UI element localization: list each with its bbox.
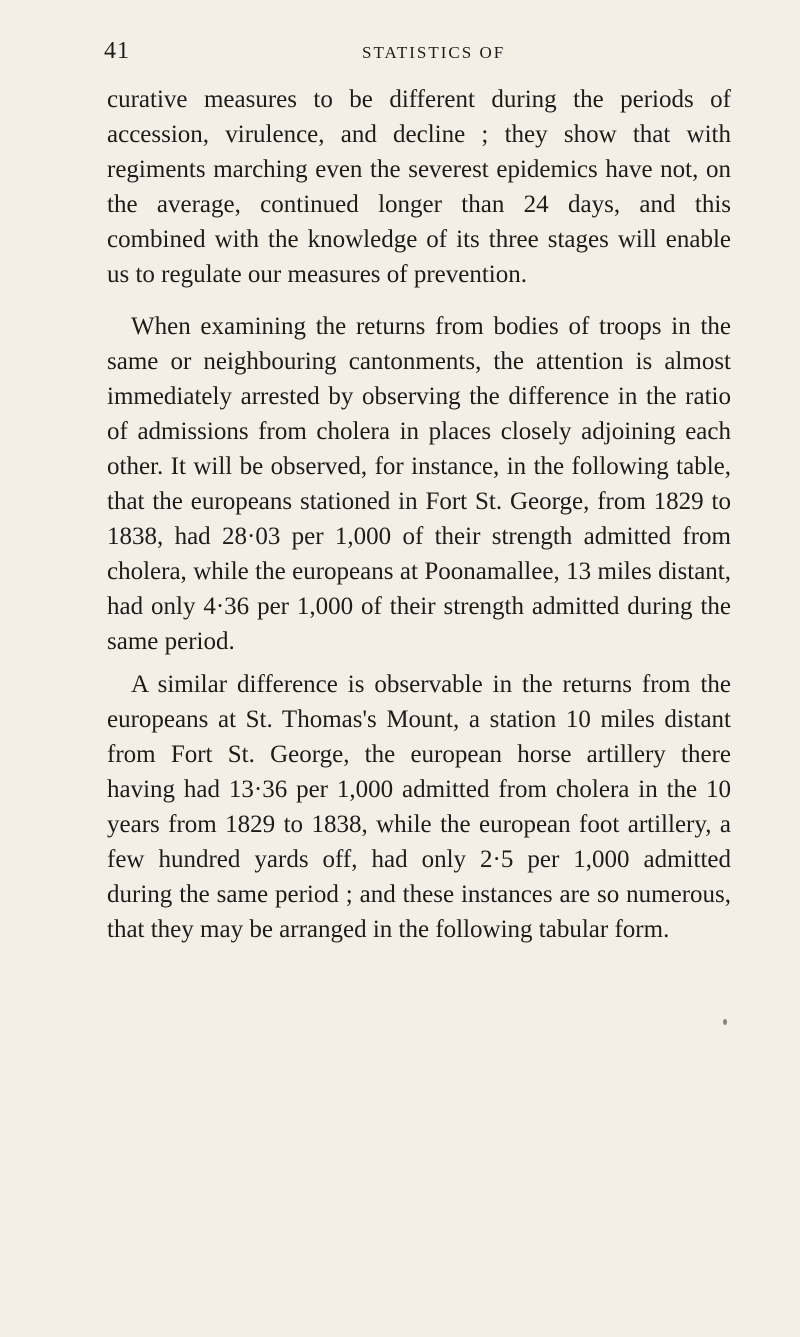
running-header: STATISTICS OF (362, 43, 506, 62)
body-text (107, 82, 731, 947)
paragraph-similar-difference: A similar difference is observable in the returns from the europeans at St. Thomas's Mount, a station 10 miles distant from Fort St. George, the european horse artillery there having had 13·36 per 1,000 admitted from cholera in the 10 years from 1829 to 1838, while the european foot artillery, a few hundred yards off, had only 2·5 per 1,000 admitted during the same period ; and these instances are so numerous, that they may be arranged in the following tabular form. (107, 671, 731, 943)
paper-speck (723, 1019, 727, 1025)
page-number: 41 (104, 38, 130, 64)
paragraph-examining-returns: When examining the returns from bodies of troops in the same or neighbouring cantonments, the attention is almost immediately arrested by observing the difference in the ratio of admissions from cholera in places closely adjoining each other. It will be observed, for instance, in the following table, that the europeans stationed in Fort St. George, from 1829 to 1838, had 28·03 per 1,000 of their strength admitted from cholera, while the europeans at Poonamallee, 13 miles distant, had only 4·36 per 1,000 of their strength admitted during the same period. (107, 313, 731, 655)
paragraph-curative-measures: curative measures to be different during the periods of accession, virulence, and decline ; they show that with regiments marching even the severest epidemics have not, on the average, continued longer than 24 days, and this combined with the knowledge of its three stages will enable us to regulate our measures of prevention. (107, 86, 731, 288)
